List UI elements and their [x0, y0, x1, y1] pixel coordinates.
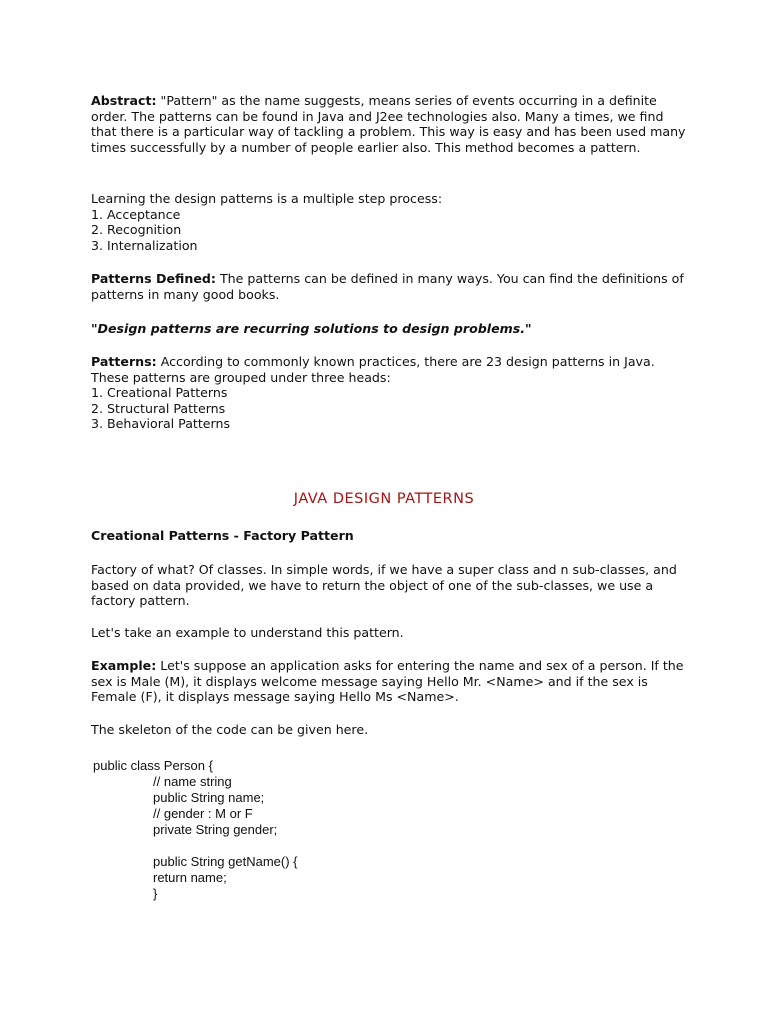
code-line: public String name; — [153, 790, 265, 805]
learning-step: 1. Acceptance — [91, 206, 181, 222]
code-line: private String gender; — [153, 822, 278, 837]
code-block — [93, 758, 693, 902]
code-line: public String getName() { — [153, 854, 298, 869]
quote — [91, 321, 691, 337]
abstract-paragraph — [91, 93, 691, 155]
example-text: Let's suppose an application asks for entering the name and sex of a person. If the sex is Male (M), it displays welcome message saying Hello Mr. <Name> and if the sex is Female (F), it displays message saying Hello Ms <Name>. — [91, 658, 684, 705]
example-intro-paragraph — [91, 625, 691, 641]
pattern-group: 3. Behavioral Patterns — [91, 416, 231, 432]
patterns-paragraph — [91, 354, 691, 432]
code-line: // name string — [153, 774, 232, 789]
patterns-defined-paragraph — [91, 271, 691, 302]
creational-subheading: Creational Patterns - Factory Pattern — [91, 528, 354, 543]
abstract-label: Abstract: — [91, 93, 157, 108]
pattern-group: 2. Structural Patterns — [91, 400, 226, 416]
example-label: Example: — [91, 658, 157, 673]
learning-intro: Learning the design patterns is a multiple step process: — [91, 191, 443, 206]
creational-subheading-block — [91, 528, 691, 544]
section-heading: JAVA DESIGN PATTERNS — [293, 491, 475, 507]
factory-paragraph — [91, 562, 691, 609]
abstract-text: "Pattern" as the name suggests, means series of events occurring in a definite order. The patterns can be found in Java and J2ee technologies also. Many a times, we find that there is a particular way of tackling a problem. This way is easy and has been used many times successfully by a number of people earlier also. This method becomes a pattern. — [91, 93, 686, 155]
quote-text: "Design patterns are recurring solutions to design problems." — [91, 321, 532, 336]
code-line: return name; — [153, 870, 227, 885]
learning-step: 2. Recognition — [91, 222, 182, 238]
learning-step: 3. Internalization — [91, 237, 198, 253]
patterns-label: Patterns: — [91, 354, 157, 369]
patterns-defined-text: The patterns can be defined in many ways. You can find the definitions of patterns in many good books. — [91, 271, 684, 302]
example-intro: Let's take an example to understand this pattern. — [91, 625, 404, 640]
factory-text: Factory of what? Of classes. In simple words, if we have a super class and n sub-classes, and based on data provided, we have to return the object of one of the sub-classes, we use a factory pattern. — [91, 562, 677, 609]
skeleton-text: The skeleton of the code can be given here. — [91, 722, 369, 737]
code-blank-line — [93, 838, 693, 854]
example-paragraph — [91, 658, 691, 705]
code-line: } — [153, 886, 158, 901]
code-line: // gender : M or F — [153, 806, 253, 821]
learning-steps — [91, 191, 691, 253]
skeleton-paragraph — [91, 722, 691, 738]
patterns-defined-label: Patterns Defined: — [91, 271, 216, 286]
pattern-group: 1. Creational Patterns — [91, 385, 228, 401]
code-line: public class Person { — [93, 758, 213, 773]
patterns-text: According to commonly known practices, there are 23 design patterns in Java. These patterns are grouped under three heads: — [91, 354, 655, 385]
